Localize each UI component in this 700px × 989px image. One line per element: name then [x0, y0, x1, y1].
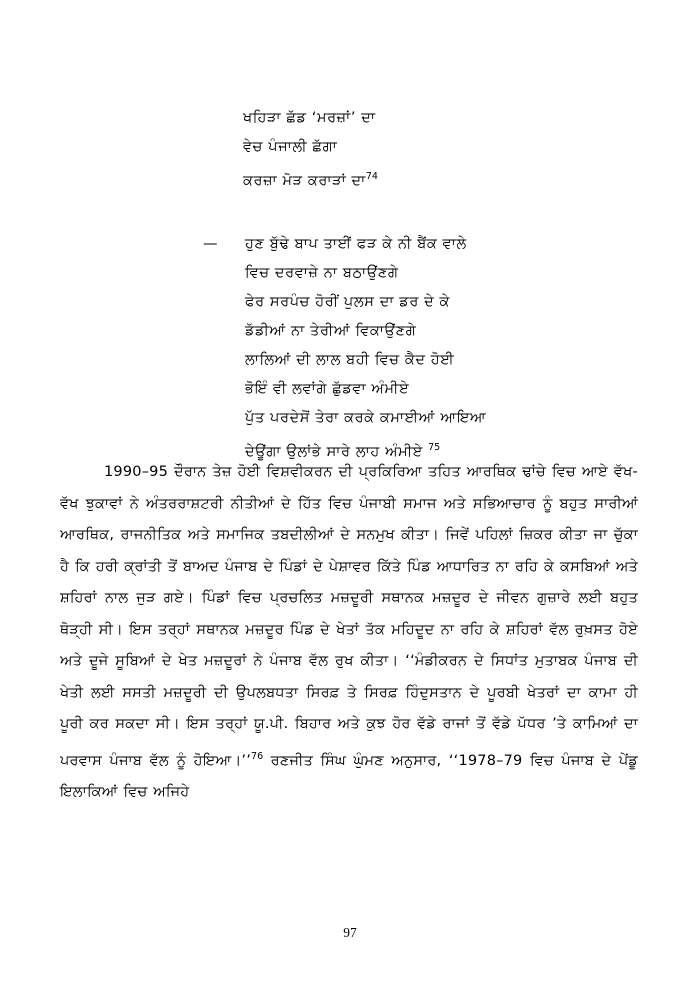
page-number: 97 — [343, 925, 357, 940]
footnote-marker: 75 — [428, 442, 441, 453]
verse-body — [245, 230, 663, 467]
em-dash-marker: — — [203, 236, 218, 252]
verse-line: ਵਿਚ ਦਰਵਾਜ਼ੇ ਨਾ ਬਠਾਉਂਣਗੇ — [245, 265, 399, 281]
verse-line: ਫੇਰ ਸਰਪੰਚ ਹੋਰੀਂ ਪੁਲਸ ਦਾ ਡਰ ਦੇ ਕੇ — [245, 294, 451, 310]
footnote-marker: 76 — [251, 750, 264, 762]
verse-row — [203, 230, 663, 467]
verse-line-text: ਦੇਊਂਗਾ ਉਲਾਂਭੇ ਸਾਰੇ ਲਾਹ ਅੰਮੀਏ — [245, 443, 423, 460]
verse-line: ਖਹਿੜਾ ਛੱਡ ‘ਮਰਜ਼ਾਂ’ ਦਾ — [243, 110, 376, 126]
paragraph-text-part-two: ਰਣਜੀਤ ਸਿੰਘ ਘੁੰਮਣ ਅਨੁਸਾਰ, ‘‘1978–79 ਵਿਚ ਪੰਜਾਬ ਦੇ ਪੇਂਡੂ ਇਲਾਕਿਆਂ ਵਿਚ ਅਜਿਹੇ — [60, 752, 638, 800]
footnote-marker: 74 — [365, 171, 378, 182]
body-paragraph — [60, 457, 638, 808]
paragraph-text-part-one: 1990–95 ਦੌਰਾਨ ਤੇਜ਼ ਹੋਈ ਵਿਸ਼ਵੀਕਰਨ ਦੀ ਪ੍ਰਕਿਰਿਆ ਤਹਿਤ ਆਰਥਿਕ ਢਾਂਚੇ ਵਿਚ ਆਏ ਵੱਖ-ਵੱਖ ਝੁਕਾਵਾਂ ਨੇ ਅੰਤਰਰਾਸ਼ਟਰੀ ਨੀਤੀਆਂ ਦੇ ਹਿੱਤ ਵਿਚ ਪੰਜਾਬੀ ਸਮਾਜ ਅਤੇ ਸਭਿਆਚਾਰ ਨੂੰ ਬਹੁਤ ਸਾਰੀਆਂ ਆਰਥਿਕ, ਰਾਜਨੀਤਿਕ ਅਤੇ ਸਮਾਜਿਕ ਤਬਦੀਲੀਆਂ ਦੇ ਸਨਮੁਖ ਕੀਤਾ। ਜਿਵੇਂ ਪਹਿਲਾਂ ਜ਼ਿਕਰ ਕੀਤਾ ਜਾ ਚੁੱਕਾ ਹੈ ਕਿ ਹਰੀ ਕ੍ਰਾਂਤੀ ਤੋਂ ਬਾਅਦ ਪੰਜਾਬ ਦੇ ਪਿੰਡਾਂ ਦੇ ਪੇਸ਼ਾਵਰ ਕਿੱਤੇ ਪਿੰਡ ਆਧਾਰਿਤ ਨਾ ਰਹਿ ਕੇ ਕਸਬਿਆਂ ਅਤੇ ਸ਼ਹਿਰਾਂ ਨਾਲ ਜੁੜ ਗਏ। ਪਿੰਡਾਂ ਵਿਚ ਪ੍ਰਚਲਿਤ ਮਜ਼ਦੂਰੀ ਸਥਾਨਕ ਮਜ਼ਦੂਰ ਦੇ ਜੀਵਨ ਗੁਜ਼ਾਰੇ ਲਈ ਬਹੁਤ ਥੋੜ੍ਹੀ ਸੀ। ਇਸ ਤਰ੍ਹਾਂ ਸਥਾਨਕ ਮਜ਼ਦੂਰ ਪਿੰਡ ਦੇ ਖੇਤਾਂ ਤੱਕ ਮਹਿਦੂਦ ਨਾ ਰਹਿ ਕੇ ਸ਼ਹਿਰਾਂ ਵੱਲ ਰੁਖ਼ਸਤ ਹੋਏ ਅਤੇ ਦੂਜੇ ਸੂਬਿਆਂ ਦੇ ਖੇਤ ਮਜ਼ਦੂਰਾਂ ਨੇ ਪੰਜਾਬ ਵੱਲ ਰੁਖ ਕੀਤਾ। ‘‘ਮੰਡੀਕਰਨ ਦੇ ਸਿਧਾਂਤ ਮੁਤਾਬਕ ਪੰਜਾਬ ਦੀ ਖੇਤੀ ਲਈ ਸਸਤੀ ਮਜ਼ਦੂਰੀ ਦੀ ਉਪਲਬਧਤਾ ਸਿਰਫ਼ ਤੇ ਸਿਰਫ਼ ਹਿੰਦੁਸਤਾਨ ਦੇ ਪੂਰਬੀ ਖੇਤਰਾਂ ਦਾ ਕਾਮਾ ਹੀ ਪੂਰੀ ਕਰ ਸਕਦਾ ਸੀ। ਇਸ ਤਰ੍ਹਾਂ ਯੂ.ਪੀ. ਬਿਹਾਰ ਅਤੇ ਕੁਝ ਹੋਰ ਵੱਡੇ ਰਾਜਾਂ ਤੋਂ ਵੱਡੇ ਪੱਧਰ ’ਤੇ ਕਾਮਿਆਂ ਦਾ ਪਰਵਾਸ ਪੰਜਾਬ ਵੱਲ ਨੂੰ ਹੋਇਆ।’’ — [60, 464, 638, 769]
verse-line: ਪੁੱਤ ਪਰਦੇਸੋਂ ਤੇਰਾ ਕਰਕੇ ਕਮਾਈਆਂ ਆਇਆ — [245, 410, 487, 426]
verse-line-text: ਕਰਜ਼ਾ ਮੋੜ ਕਰਾੜਾਂ ਦਾ — [243, 172, 366, 189]
body-paragraph-container — [60, 457, 638, 808]
verse-block-two — [203, 230, 663, 467]
verse-line-with-footnote — [243, 162, 663, 196]
verse-line: ਲਾਲਿਆਂ ਦੀ ਲਾਲ ਬਹੀ ਵਿਚ ਕੈਦ ਹੋਈ — [245, 352, 455, 368]
verse-line: ਵੇਚ ਪੰਜਾਲੀ ਛੱਗਾ — [243, 139, 338, 155]
verse-line: ਹੁਣ ਬੁੱਢੇ ਬਾਪ ਤਾਈਂ ਫੜ ਕੇ ਨੀ ਬੈਂਕ ਵਾਲੇ — [245, 236, 467, 252]
verse-line: ਡੱਡੀਆਂ ਨਾ ਤੇਰੀਆਂ ਵਿਕਾਉਂਣਗੇ — [245, 323, 417, 339]
verse-line: ਭੋਇੰ ਵੀ ਲਵਾਂਗੇ ਛੁੱਡਵਾ ਅੰਮੀਏ — [245, 381, 410, 397]
verse-block-one — [243, 104, 663, 196]
